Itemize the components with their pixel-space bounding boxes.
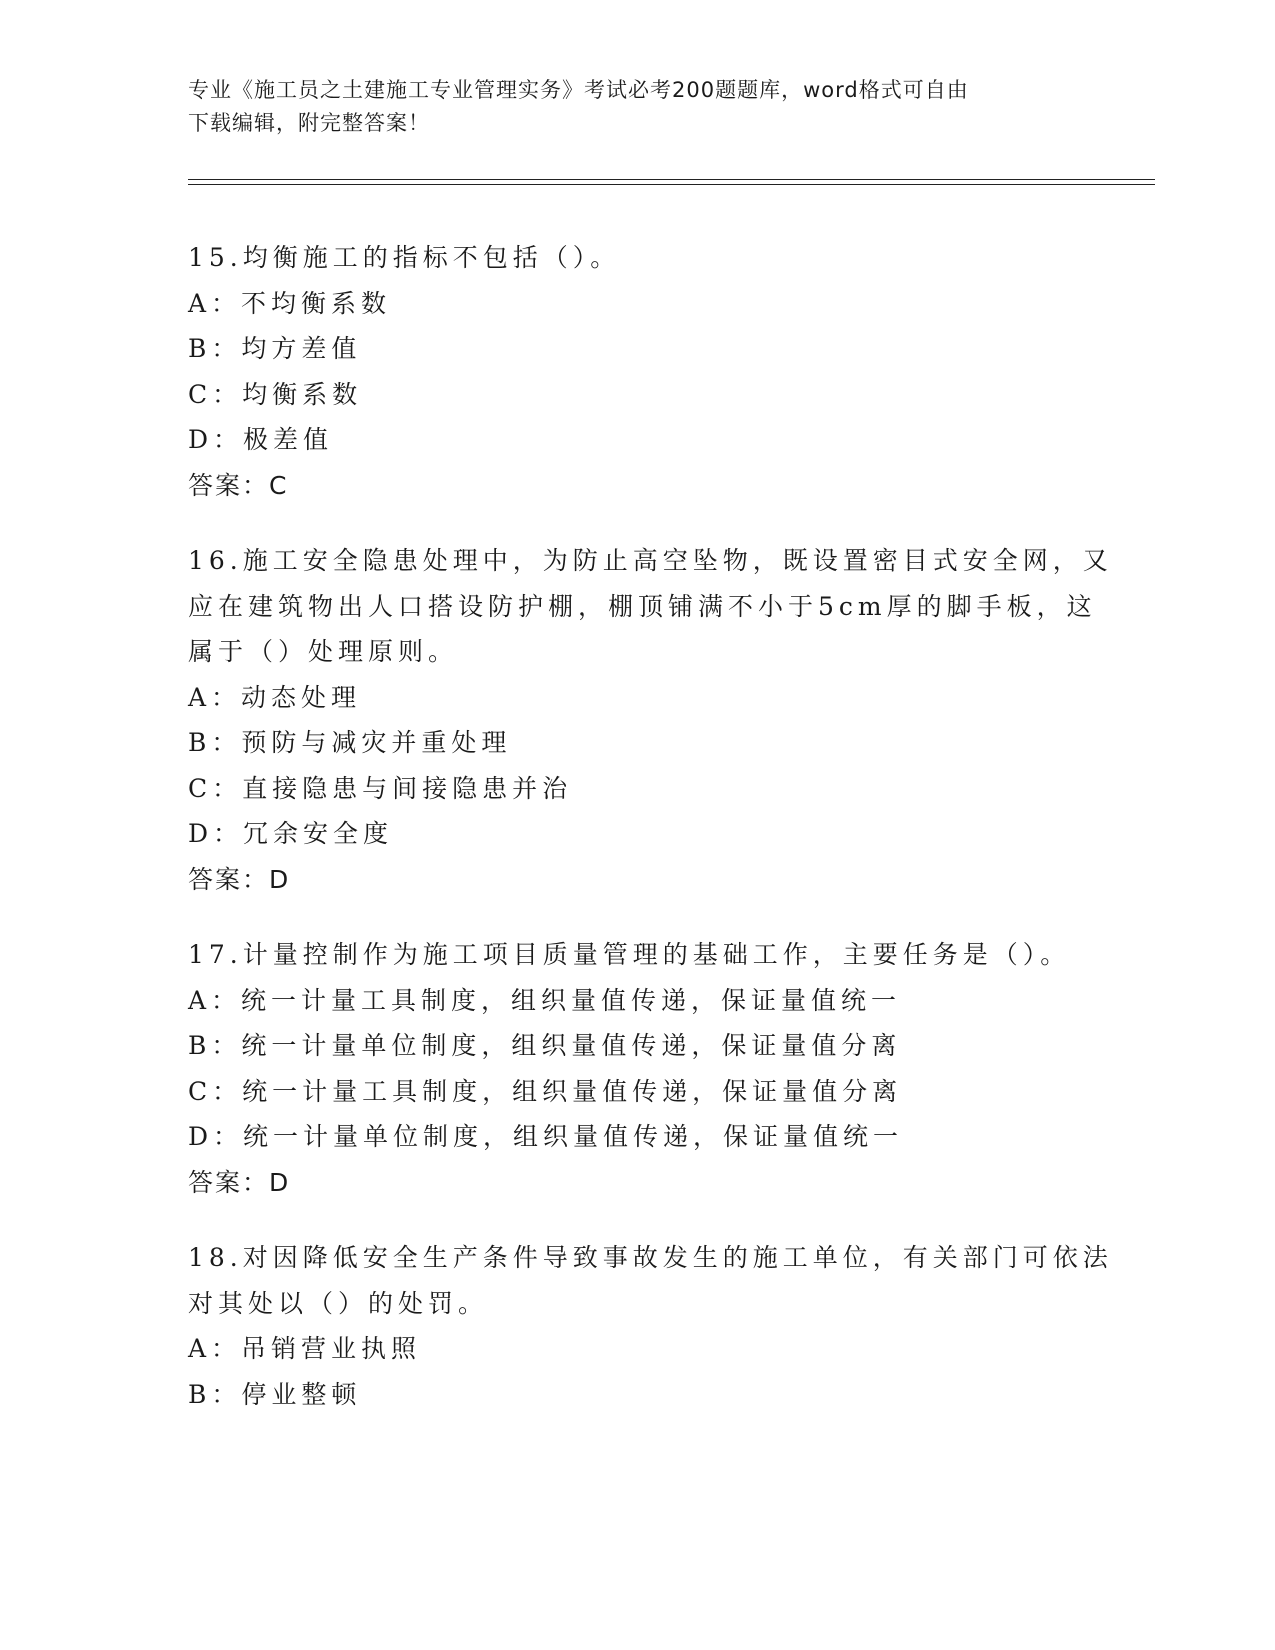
header-divider-bottom xyxy=(188,184,1155,185)
document-header xyxy=(188,74,1088,140)
question-16 xyxy=(188,538,1113,902)
option-a: A：不均衡系数 xyxy=(188,288,392,318)
question-stem: 18.对因降低安全生产条件导致事故发生的施工单位，有关部门可依法 xyxy=(188,1243,1113,1272)
question-18 xyxy=(188,1235,1113,1417)
option-b: B：统一计量单位制度，组织量值传递，保证量值分离 xyxy=(188,1031,902,1060)
question-stem: 16.施工安全隐患处理中，为防止高空坠物，既设置密目式安全网，又 xyxy=(188,546,1113,575)
option-b: B：均方差值 xyxy=(188,334,362,363)
option-a: A：统一计量工具制度，组织量值传递，保证量值统一 xyxy=(188,985,902,1015)
option-a: A：动态处理 xyxy=(188,682,362,712)
option-d: D：统一计量单位制度，组织量值传递，保证量值统一 xyxy=(188,1122,904,1151)
option-c: C：统一计量工具制度，组织量值传递，保证量值分离 xyxy=(188,1076,903,1106)
option-d: D：冗余安全度 xyxy=(188,819,394,848)
question-stem: 17.计量控制作为施工项目质量管理的基础工作，主要任务是（）。 xyxy=(188,940,1071,969)
question-15 xyxy=(188,235,1088,508)
header-line-1: 专业《施工员之土建施工专业管理实务》考试必考200题题库，word格式可自由 xyxy=(188,78,969,102)
question-stem: 属于（）处理原则。 xyxy=(188,637,459,666)
option-a: A：吊销营业执照 xyxy=(188,1334,422,1363)
header-line-2: 下载编辑，附完整答案！ xyxy=(188,111,430,135)
answer: 答案：D xyxy=(188,1167,291,1197)
question-stem: 对其处以（）的处罚。 xyxy=(188,1288,489,1318)
question-stem: 15.均衡施工的指标不包括（）。 xyxy=(188,243,621,272)
header-divider-top xyxy=(188,179,1155,180)
option-c: C：直接隐患与间接隐患并治 xyxy=(188,773,573,803)
question-list xyxy=(188,235,1113,1447)
option-c: C：均衡系数 xyxy=(188,379,363,409)
question-17 xyxy=(188,932,1088,1205)
question-stem: 应在建筑物出人口搭设防护棚，棚顶铺满不小于5cm厚的脚手板，这 xyxy=(188,591,1097,621)
answer: 答案：C xyxy=(188,470,289,500)
answer: 答案：D xyxy=(188,864,291,894)
option-b: B：停业整顿 xyxy=(188,1379,362,1409)
option-d: D：极差值 xyxy=(188,425,334,454)
option-b: B：预防与减灾并重处理 xyxy=(188,728,512,757)
